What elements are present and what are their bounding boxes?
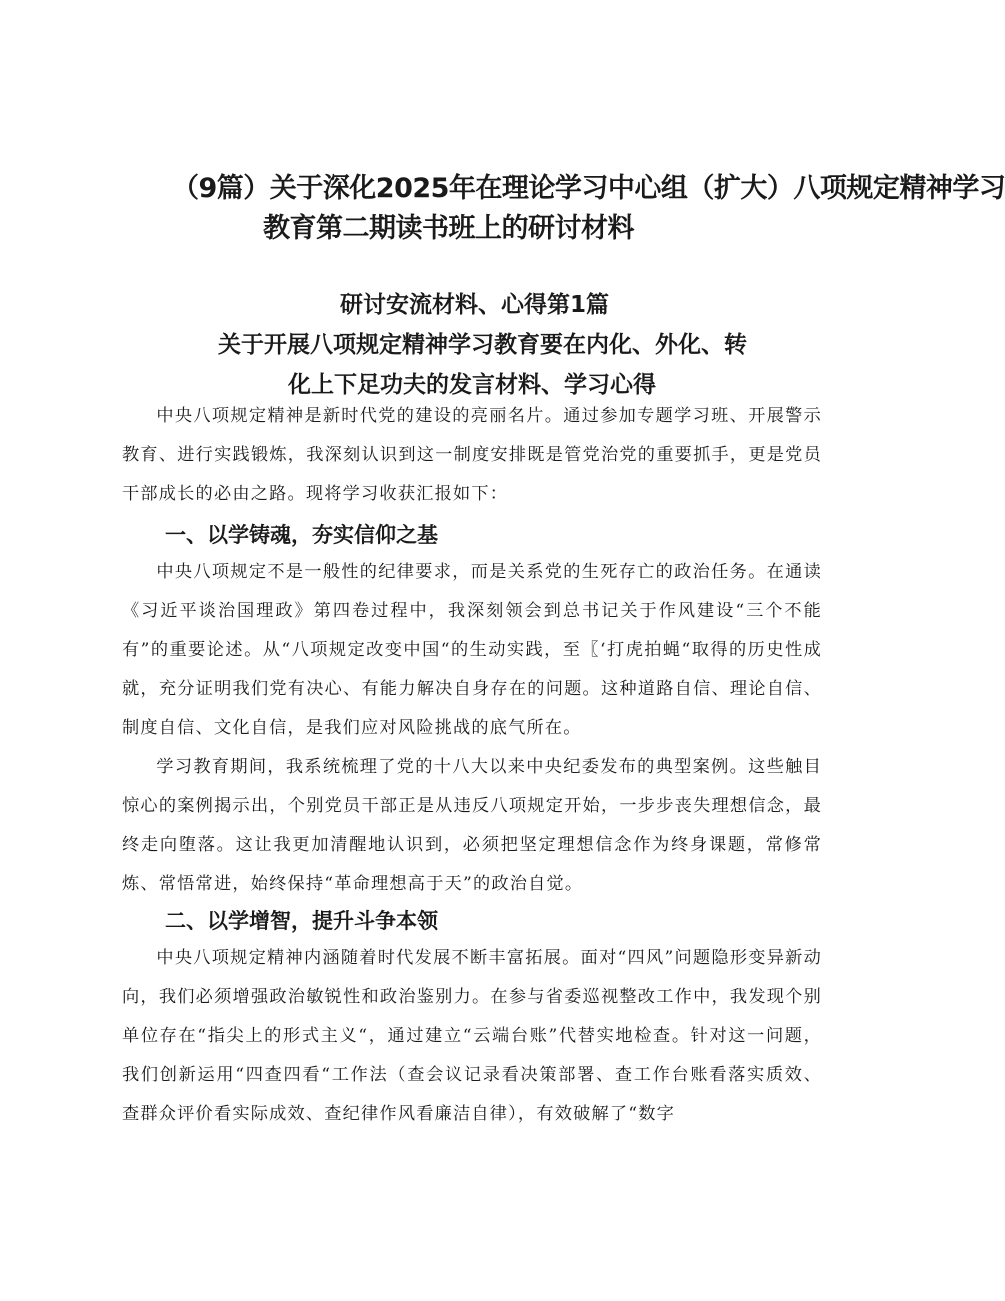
document-title-line-1: （9篇）关于深化2025年在理论学习中心组（扩大）八项规定精神学习 — [172, 173, 1005, 204]
section-2-paragraph-1: 中央八项规定精神内涵随着时代发展不断丰富拓展。面对“四风”问题隐形变异新动向，我们必须增强政治敏锐性和政治鉴别力。在参与省委巡视整改工作中，我发现个别单位存在“指尖上的形式主义“，通过建立“云端台账”代替实地检查。针对这一问题，我们创新运用“四查四看“工作法（查会议记录看决策部署、查工作台账看落实质效、查群众评价看实际成效、查纪律作风看廉洁自律），有效破解了“数字 — [122, 948, 822, 1124]
section-1-paragraph-2: 学习教育期间，我系统梳理了党的十八大以来中央纪委发布的典型案例。这些触目惊心的案例揭示出，个别党员干部正是从违反八项规定开始，一步步丧失理想信念，最终走向堕落。这让我更加清醒地认识到，必须把坚定理想信念作为终身课题，常修常炼、常悟常进，始终保持“革命理想高于天”的政治自觉。 — [122, 757, 822, 894]
section-1-paragraph-1: 中央八项规定不是一般性的纪律要求，而是关系党的生死存亡的政治任务。在通读《习近平谈治国理政》第四卷过程中，我深刻领会到总书记关于作风建设“三个不能有”的重要论述。从“八项规定改变中国“的生动实践，至〖‘打虎拍蝇“取得的历史性成就，充分证明我们党有决心、有能力解决自身存在的问题。这种道路自信、理论自信、制度自信、文化自信，是我们应对风险挑战的底气所在。 — [122, 562, 822, 738]
article-title-line-2: 化上下足功夫的发言材料、学习心得 — [288, 372, 656, 398]
article-title-line-1: 关于开展八项规定精神学习教育要在内化、外化、转 — [218, 332, 747, 358]
intro-paragraph: 中央八项规定精神是新时代党的建设的亮丽名片。通过参加专题学习班、开展警示教育、进行实践锻炼，我深刻认识到这一制度安排既是管党治党的重要抓手，更是党员干部成长的必由之路。现将学习收获汇报如下： — [122, 406, 822, 504]
section-1-heading: 一、以学铸魂，夯实信仰之基 — [165, 523, 438, 547]
section-2-heading: 二、以学增智，提升斗争本领 — [165, 909, 438, 933]
document-title-line-2: 教育第二期读书班上的研讨材料 — [263, 213, 634, 244]
article-label: 研讨安流材料、心得第1篇 — [340, 292, 610, 318]
